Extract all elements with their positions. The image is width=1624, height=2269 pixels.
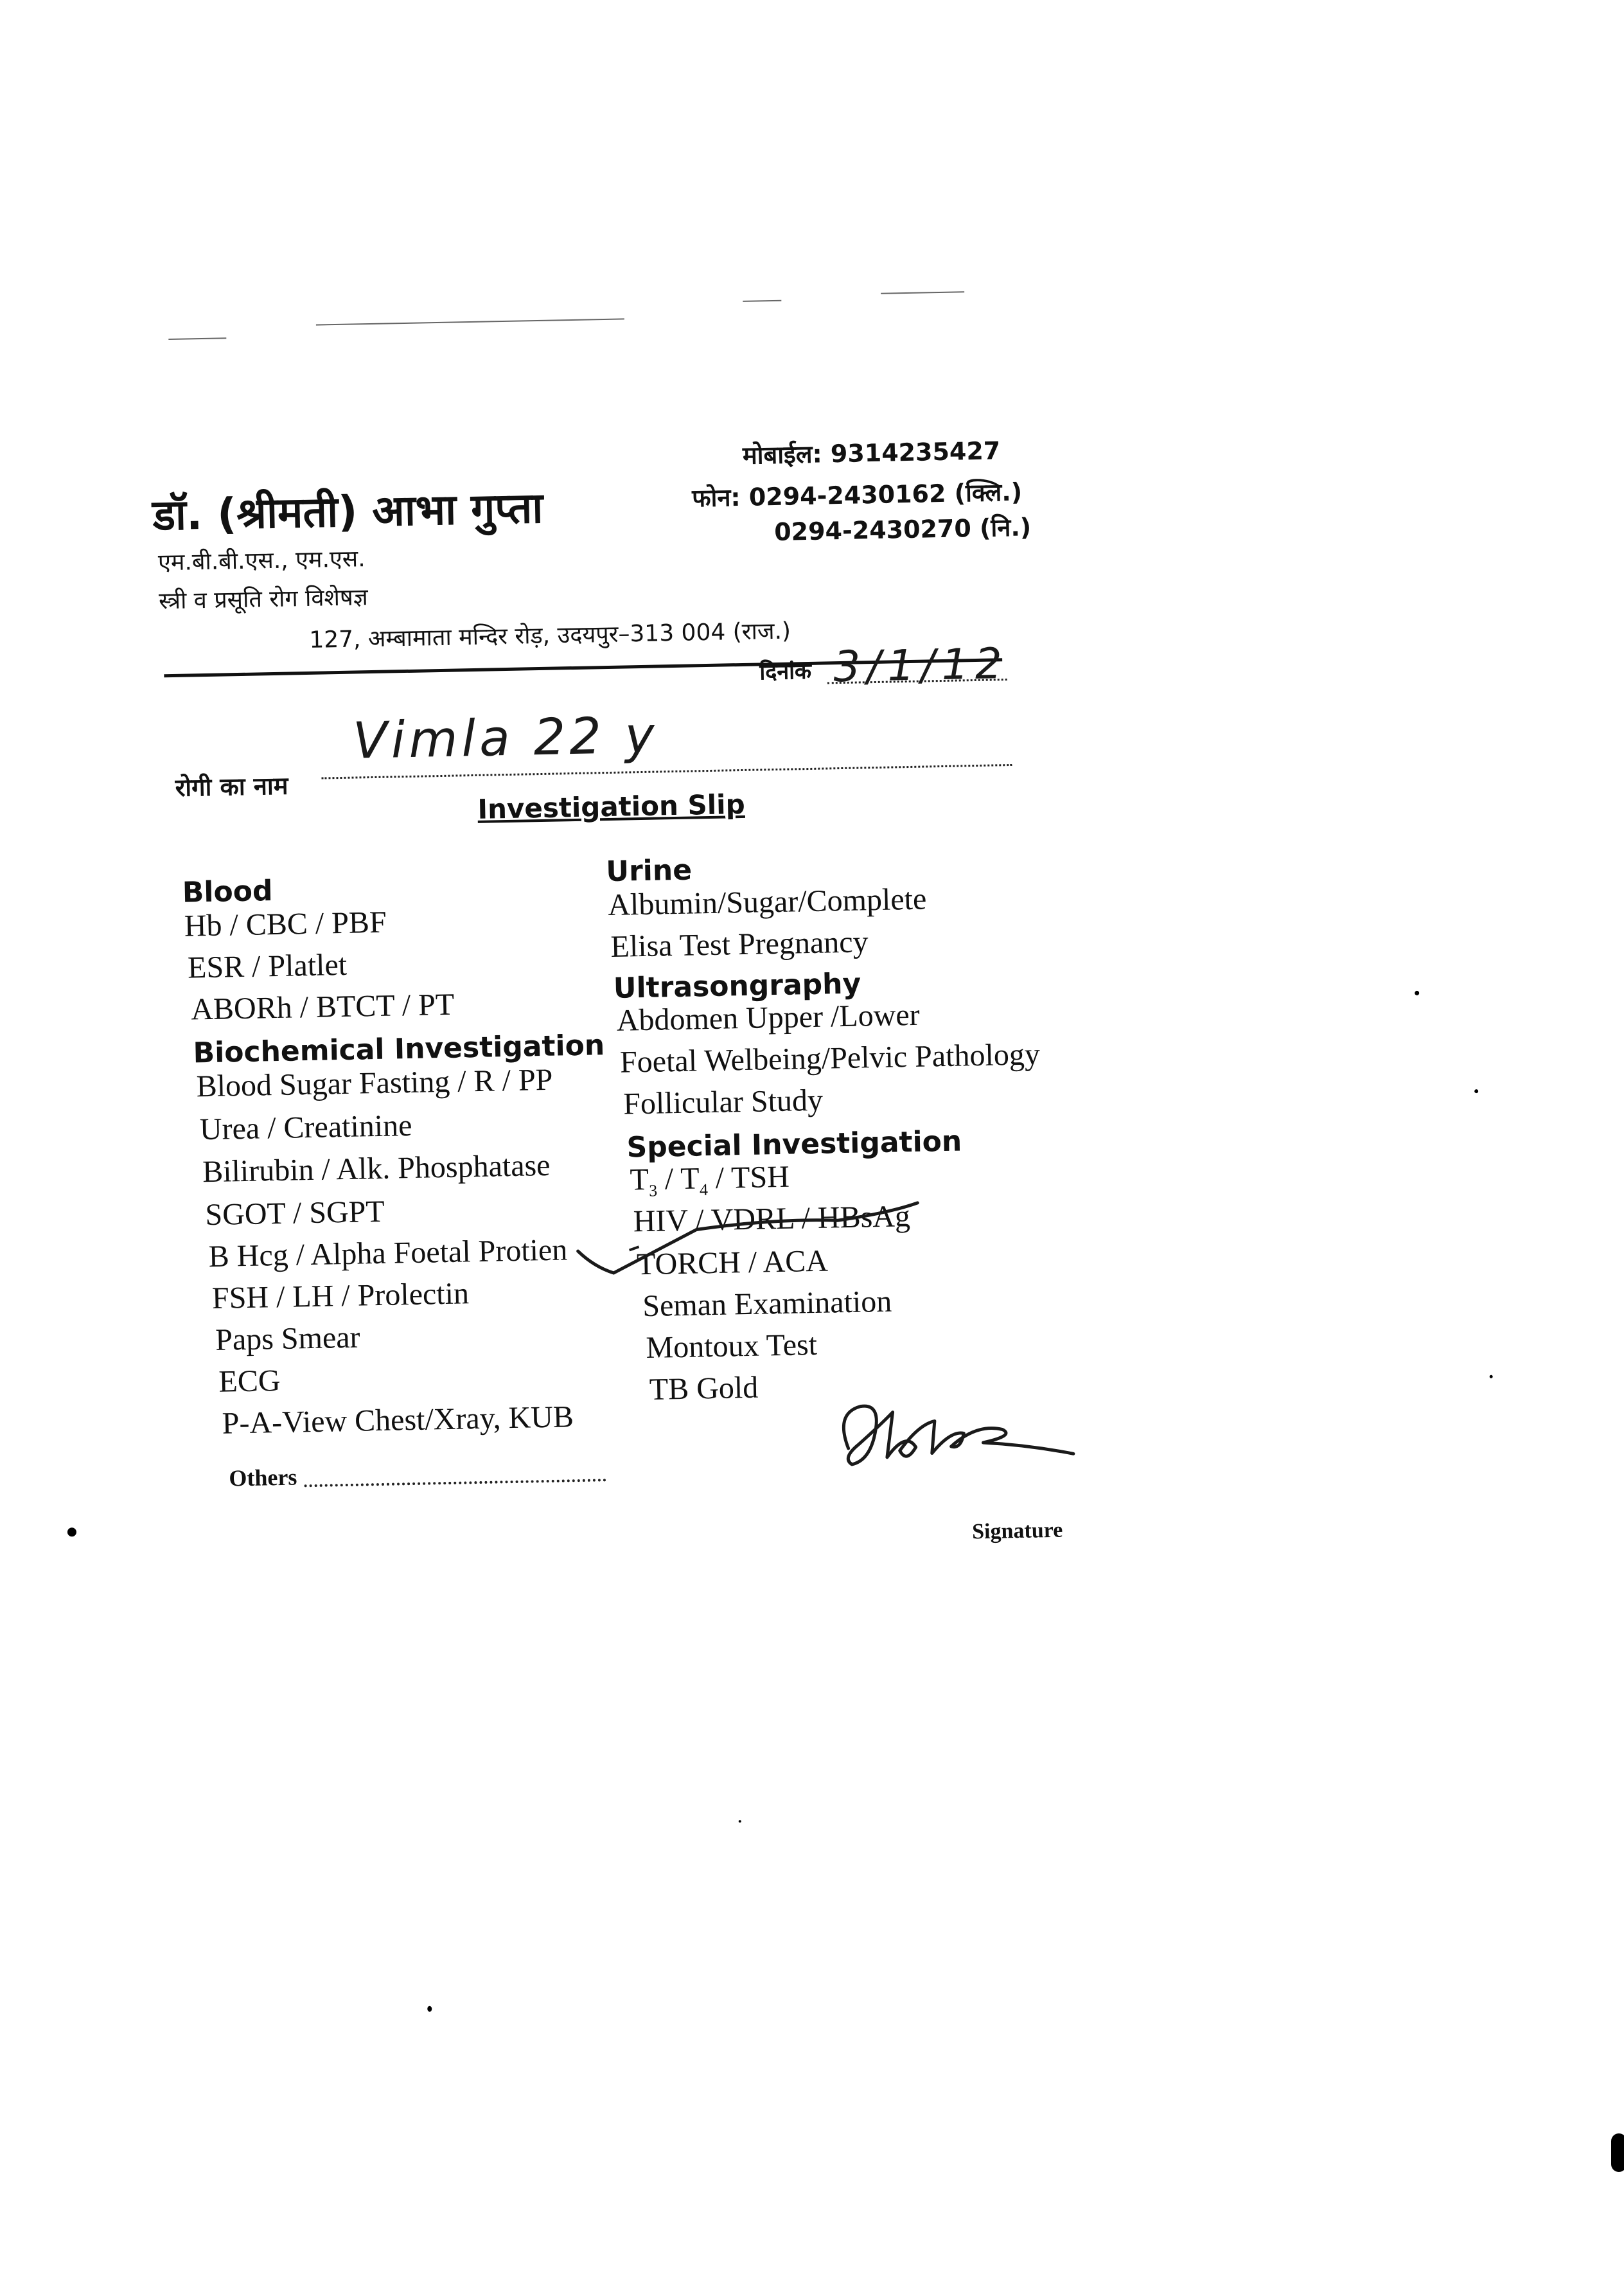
biochem-item-9: P-A-View Chest/Xray, KUB: [222, 1400, 574, 1441]
thyroid-t3-sub: 3: [648, 1181, 658, 1200]
patient-name-handwritten: Vimla 22 y: [352, 706, 659, 770]
scan-speck: [1415, 991, 1419, 995]
blood-item-1: Hb / CBC / PBF: [184, 905, 387, 943]
thyroid-t4: / T: [657, 1161, 700, 1197]
scan-edge-mark: [1611, 2133, 1624, 2172]
blood-item-3: ABORh / BTCT / PT: [190, 987, 455, 1027]
scan-speck: [67, 1527, 76, 1536]
biochem-item-3: Bilirubin / Alk. Phosphatase: [202, 1148, 551, 1189]
thyroid-t4-sub: 4: [699, 1180, 709, 1199]
others-label: Others: [228, 1464, 297, 1491]
special-heading: Special Investigation: [626, 1125, 962, 1164]
blood-heading: Blood: [182, 875, 273, 909]
thyroid-tsh: / TSH: [707, 1159, 790, 1196]
biochem-item-5: B Hcg / Alpha Foetal Protien: [208, 1232, 568, 1274]
special-item-5: TB Gold: [649, 1370, 759, 1407]
patient-label: रोगी का नाम: [175, 771, 288, 802]
date-label: दिनांक: [759, 658, 812, 686]
special-item-3: Seman Examination: [642, 1284, 892, 1324]
usg-item-2: Foetal Welbeing/Pelvic Pathology: [619, 1037, 1041, 1080]
scan-speck: [1490, 1375, 1493, 1378]
biochem-item-7: Paps Smear: [215, 1320, 361, 1357]
others-line: [304, 1479, 606, 1487]
urine-item-1: Albumin/Sugar/Complete: [607, 882, 927, 923]
urine-heading: Urine: [605, 853, 693, 889]
scan-speck: [427, 2006, 432, 2012]
biochem-item-1: Blood Sugar Fasting / R / PP: [196, 1062, 553, 1104]
tick-mark-icon: [567, 1200, 929, 1310]
scan-line: [743, 300, 781, 302]
phone-clinic: फोन: 0294-2430162 (क्लि.): [691, 477, 1023, 513]
usg-heading: Ultrasongraphy: [613, 967, 861, 1005]
biochem-item-6: FSH / LH / Prolectin: [211, 1276, 470, 1315]
blood-item-2: ESR / Platlet: [187, 947, 348, 985]
signature-label: Signature: [971, 1518, 1063, 1544]
biochem-item-2: Urea / Creatinine: [199, 1108, 412, 1147]
biochem-item-8: ECG: [218, 1363, 281, 1399]
doctor-name: डॉ. (श्रीमती) आभा गुप्ता: [152, 483, 544, 540]
usg-item-1: Abdomen Upper /Lower: [616, 997, 921, 1038]
scan-speck: [1474, 1089, 1478, 1093]
scan-line: [881, 291, 964, 294]
special-item-4: Montoux Test: [646, 1327, 818, 1366]
qualification: एम.बी.बी.एस., एम.एस.: [157, 546, 366, 576]
phone-residence: 0294-2430270 (नि.): [773, 513, 1032, 546]
clinic-address: 127, अम्बामाता मन्दिर रोड़, उदयपुर–313 004 (राज.): [308, 618, 791, 654]
special-item-thyroid: [630, 1159, 790, 1201]
biochem-heading: Biochemical Investigation: [193, 1029, 605, 1070]
scan-line: [316, 318, 624, 325]
thyroid-t3: T: [630, 1162, 649, 1197]
special-item-2: TORCH / ACA: [636, 1243, 829, 1282]
mobile-number: मोबाईल: 9314235427: [742, 436, 1001, 470]
special-item-1: HIV / VDRL / HBsAg: [633, 1199, 911, 1239]
scan-line: [168, 337, 226, 340]
date-handwritten: 3/1/12: [833, 639, 1009, 692]
biochem-item-4: SGOT / SGPT: [204, 1194, 385, 1232]
slip-title: Investigation Slip: [477, 788, 746, 825]
specialty: स्त्री व प्रसूति रोग विशेषज्ञ: [158, 584, 369, 615]
scan-speck: [739, 1820, 741, 1822]
usg-item-3: Follicular Study: [622, 1083, 824, 1121]
signature-scrawl-icon: [822, 1383, 1093, 1484]
urine-item-2: Elisa Test Pregnancy: [610, 925, 869, 964]
